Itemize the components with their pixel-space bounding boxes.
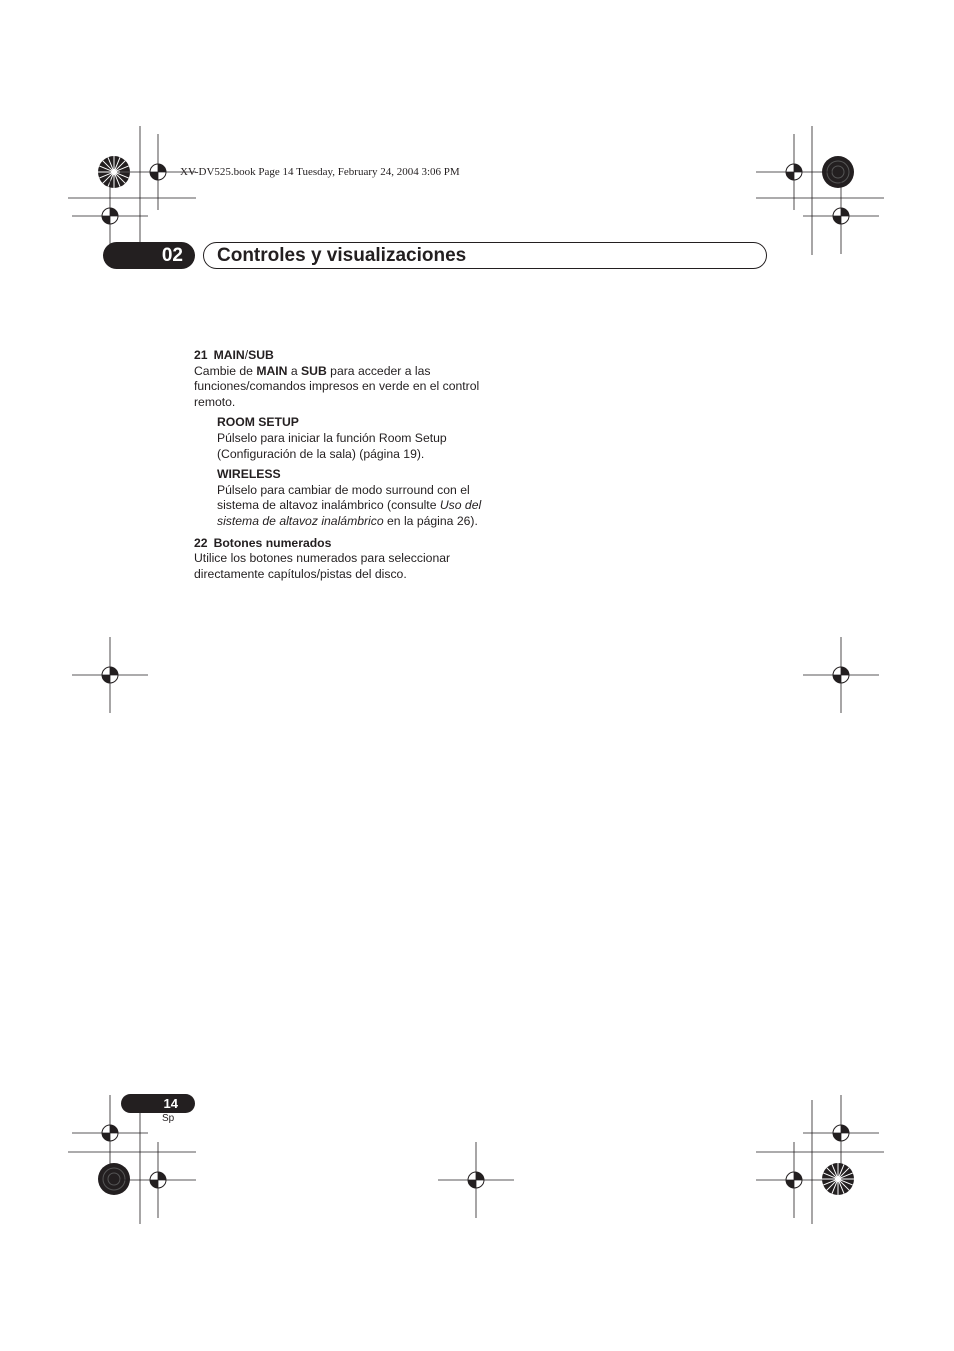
subitem-room-setup xyxy=(194,415,484,462)
item-number: 21 xyxy=(194,348,208,362)
subitem-title: ROOM SETUP xyxy=(217,415,299,430)
item-21-heading: 21 MAIN/SUB xyxy=(194,348,274,362)
subitem-text: Púlselo para iniciar la función Room Setup (Configuración de la sala) (página 19). xyxy=(217,430,447,461)
item-22-description: Utilice los botones numerados para seleccionar directamente capítulos/pistas del disco. xyxy=(194,551,451,581)
page-language: Sp xyxy=(162,1113,175,1124)
book-info-header: XV-DV525.book Page 14 Tuesday, February 24, 2004 3:06 PM xyxy=(180,166,460,178)
subitem-wireless xyxy=(194,467,484,529)
item-21-description: Cambie de MAIN a SUB para acceder a las funciones/comandos impresos en verde en el control remoto. xyxy=(194,363,480,409)
chapter-title: Controles y visualizaciones xyxy=(217,245,467,266)
subitem-title: WIRELESS xyxy=(217,467,281,482)
item-22-heading: 22 Botones numerados xyxy=(194,535,332,550)
content-column xyxy=(194,348,484,582)
item-number: 22 xyxy=(194,535,208,550)
page-number: 14 xyxy=(121,1094,195,1113)
chapter-title-box xyxy=(203,242,767,269)
subitem-text: Púlselo para cambiar de modo surround con el sistema de altavoz inalámbrico (consulte Uso del sistema de altavoz inalámbrico en la página 26). xyxy=(217,482,482,528)
chapter-number: 02 xyxy=(103,242,195,269)
